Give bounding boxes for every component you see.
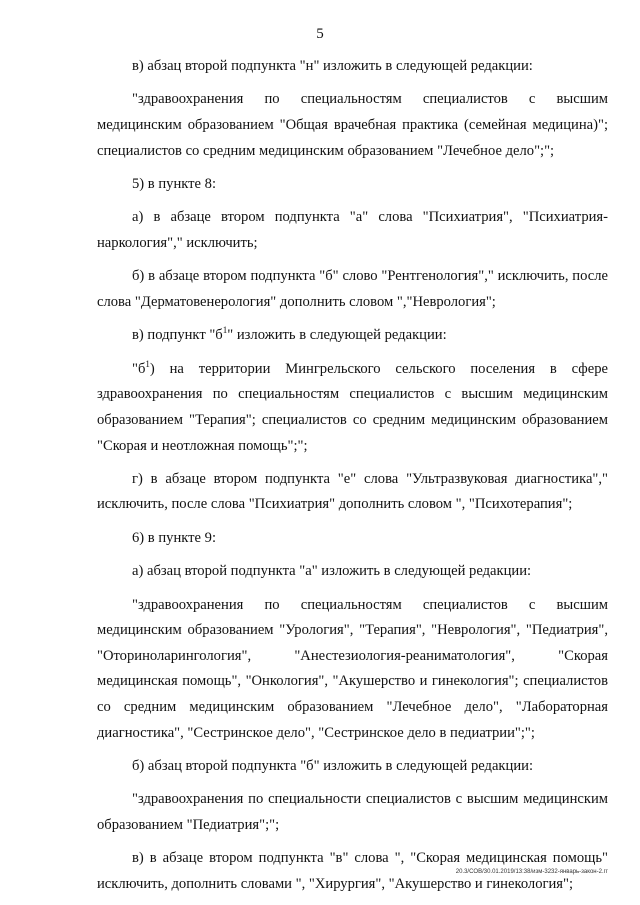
paragraph-text: в) подпункт "б <box>132 327 223 344</box>
paragraph: а) абзац второй подпункта "а" изложить в следующей редакции: <box>132 563 532 580</box>
paragraph <box>97 357 608 459</box>
superscript: 1 <box>222 325 228 336</box>
paragraph <box>97 323 608 349</box>
paragraph: 6) в пункте 9: <box>132 529 217 546</box>
paragraph: б) абзац второй подпункта "б" изложить в следующей редакции: <box>132 758 533 775</box>
paragraph: а) в абзаце втором подпункта "а" слова "Психиатрия", "Психиатрия-наркология"," исключить; <box>97 209 608 251</box>
paragraph: "здравоохранения по специальностям специалистов с высшим медицинским образованием "Общая врачебная практика (семейная медицина)"; специалистов со средним медицинским образованием "Лечебное дело";"; <box>97 91 608 159</box>
paragraph: г) в абзаце втором подпункта "е" слова "Ультразвуковая диагностика"," исключить, после слова "Психиатрия" дополнить словом ", "Психотерапия"; <box>97 470 608 513</box>
paragraph: б) в абзаце втором подпункта "б" слово "Рентгенология"," исключить, после слова "Дерматовенерология" дополнить словом ","Неврология"; <box>97 268 608 310</box>
paragraph: в) в абзаце втором подпункта "в" слова ", "Скорая медицинская помощь" исключить, дополнить словами ", "Хирургия", "Акушерство и гинекология"; <box>97 850 608 892</box>
paragraph: в) абзац второй подпункта "н" изложить в следующей редакции: <box>132 58 533 74</box>
document-body <box>97 54 608 905</box>
paragraph: 5) в пункте 8: <box>132 175 217 192</box>
document-footer-code: 20.3/COB/30.01.2019/13:38/изм-3232-январь-закон-2.гг <box>455 869 608 875</box>
paragraph-text: ) на территории Мингрельского сельского поселения в сфере здравоохранения по специальностям специалистов с высшим медицинским образованием "Терапия"; специалистов со средним медицинским образованием "Скорая и неотложная помощь";"; <box>97 360 608 454</box>
paragraph: "здравоохранения по специальности специалистов с высшим медицинским образованием "Педиатрия";"; <box>97 791 608 833</box>
page-number: 5 <box>316 26 324 42</box>
paragraph-text: "б <box>132 360 146 377</box>
paragraph: "здравоохранения по специальностям специалистов с высшим медицинским образованием "Урология", "Терапия", "Неврология", "Педиатрия", "Оториноларингология", "Анестезиология-реаниматология", "Скорая медицинская помощь", "Онкология", "Акушерство и гинекология"; специалистов со средним медицинским образованием "Лечебное дело", "Лабораторная диагностика", "Сестринское дело", "Сестринское дело в педиатрии";"; <box>97 596 608 741</box>
superscript: 1 <box>145 358 150 369</box>
paragraph-text: " изложить в следующей редакции: <box>227 327 447 344</box>
